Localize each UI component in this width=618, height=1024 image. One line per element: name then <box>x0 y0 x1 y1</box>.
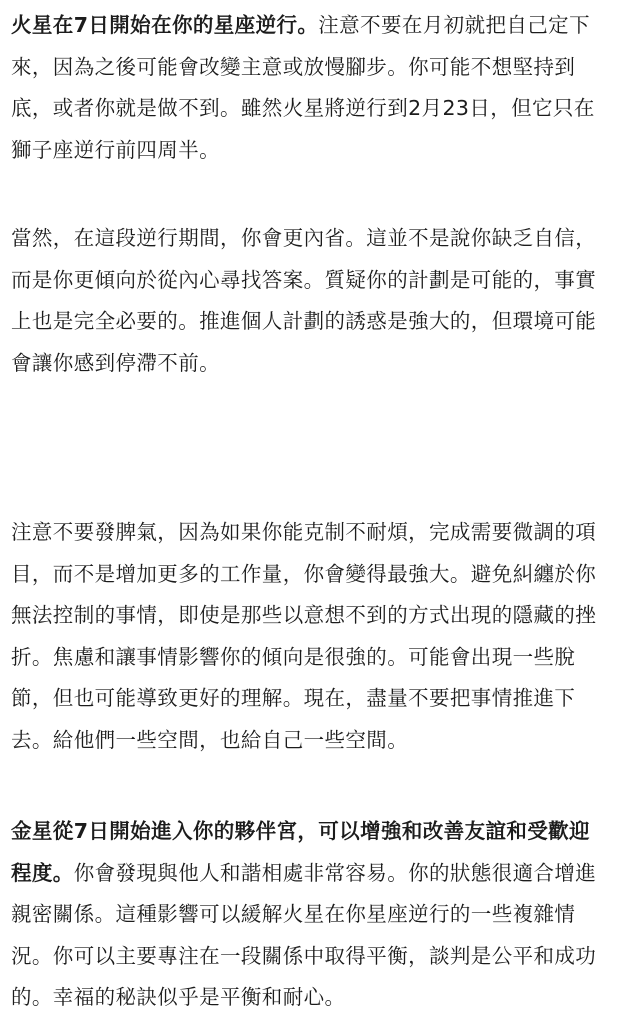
text-line: 折。焦慮和讓事情影響你的傾向是很強的。可能會出現一些脫 <box>11 644 576 669</box>
text-line: 去。給他們一些空間，也給自己一些空間。 <box>11 727 409 752</box>
text-line: 底，或者你就是做不到。雖然火星將逆行到2月23日，但它只在 <box>11 96 595 120</box>
text-line: 節，但也可能導致更好的理解。現在，盡量不要把事情推進下 <box>11 686 576 710</box>
text-line: 當然，在這段逆行期間，你會更內省。這並不是說你缺乏自信， <box>11 226 597 250</box>
text-line: 獅子座逆行前四周半。 <box>11 137 220 162</box>
bold-heading-mars: 火星在7日開始在你的星座逆行。 <box>11 13 319 37</box>
text-line: 無法控制的事情，即使是那些以意想不到的方式出現的隱藏的挫 <box>11 603 597 627</box>
text-span: 你會發現與他人和諧相處非常容易。你的狀態很適合增進 <box>73 860 597 885</box>
paragraph-introspection <box>0 218 602 384</box>
paragraph-venus-partnership <box>0 811 602 1019</box>
bold-heading-venus-line1: 金星從7日開始進入你的夥伴宮，可以增強和改善友誼和受歡迎 <box>11 819 590 843</box>
text-line: 上也是完全必要的。推進個人計劃的誘惑是強大的，但環境可能 <box>11 309 597 333</box>
paragraph-temper-warning <box>0 512 602 761</box>
text-line: 親密關係。這種影響可以緩解火星在你星座逆行的一些複雜情 <box>11 902 576 926</box>
text-span: 注意不要在月初就把自己定下 <box>318 13 590 37</box>
text-line <box>11 853 596 895</box>
text-line: 來，因為之後可能會改變主意或放慢腳步。你可能不想堅持到 <box>11 54 576 79</box>
bold-heading-venus-line2: 程度。 <box>11 860 74 885</box>
text-line: 的。幸福的秘訣似乎是平衡和耐心。 <box>11 985 346 1009</box>
text-line: 況。你可以主要專注在一段關係中取得平衡，談判是公平和成功 <box>11 943 597 968</box>
paragraph-mars-retrograde <box>0 5 601 171</box>
text-line: 注意不要發脾氣，因為如果你能克制不耐煩，完成需要微調的項 <box>11 520 597 544</box>
text-line: 會讓你感到停滯不前。 <box>11 350 220 375</box>
text-line <box>11 5 595 47</box>
text-line: 目，而不是增加更多的工作量，你會變得最強大。避免糾纏於你 <box>11 561 597 586</box>
text-line: 而是你更傾向於從內心尋找答案。質疑你的計劃是可能的，事實 <box>11 267 597 292</box>
